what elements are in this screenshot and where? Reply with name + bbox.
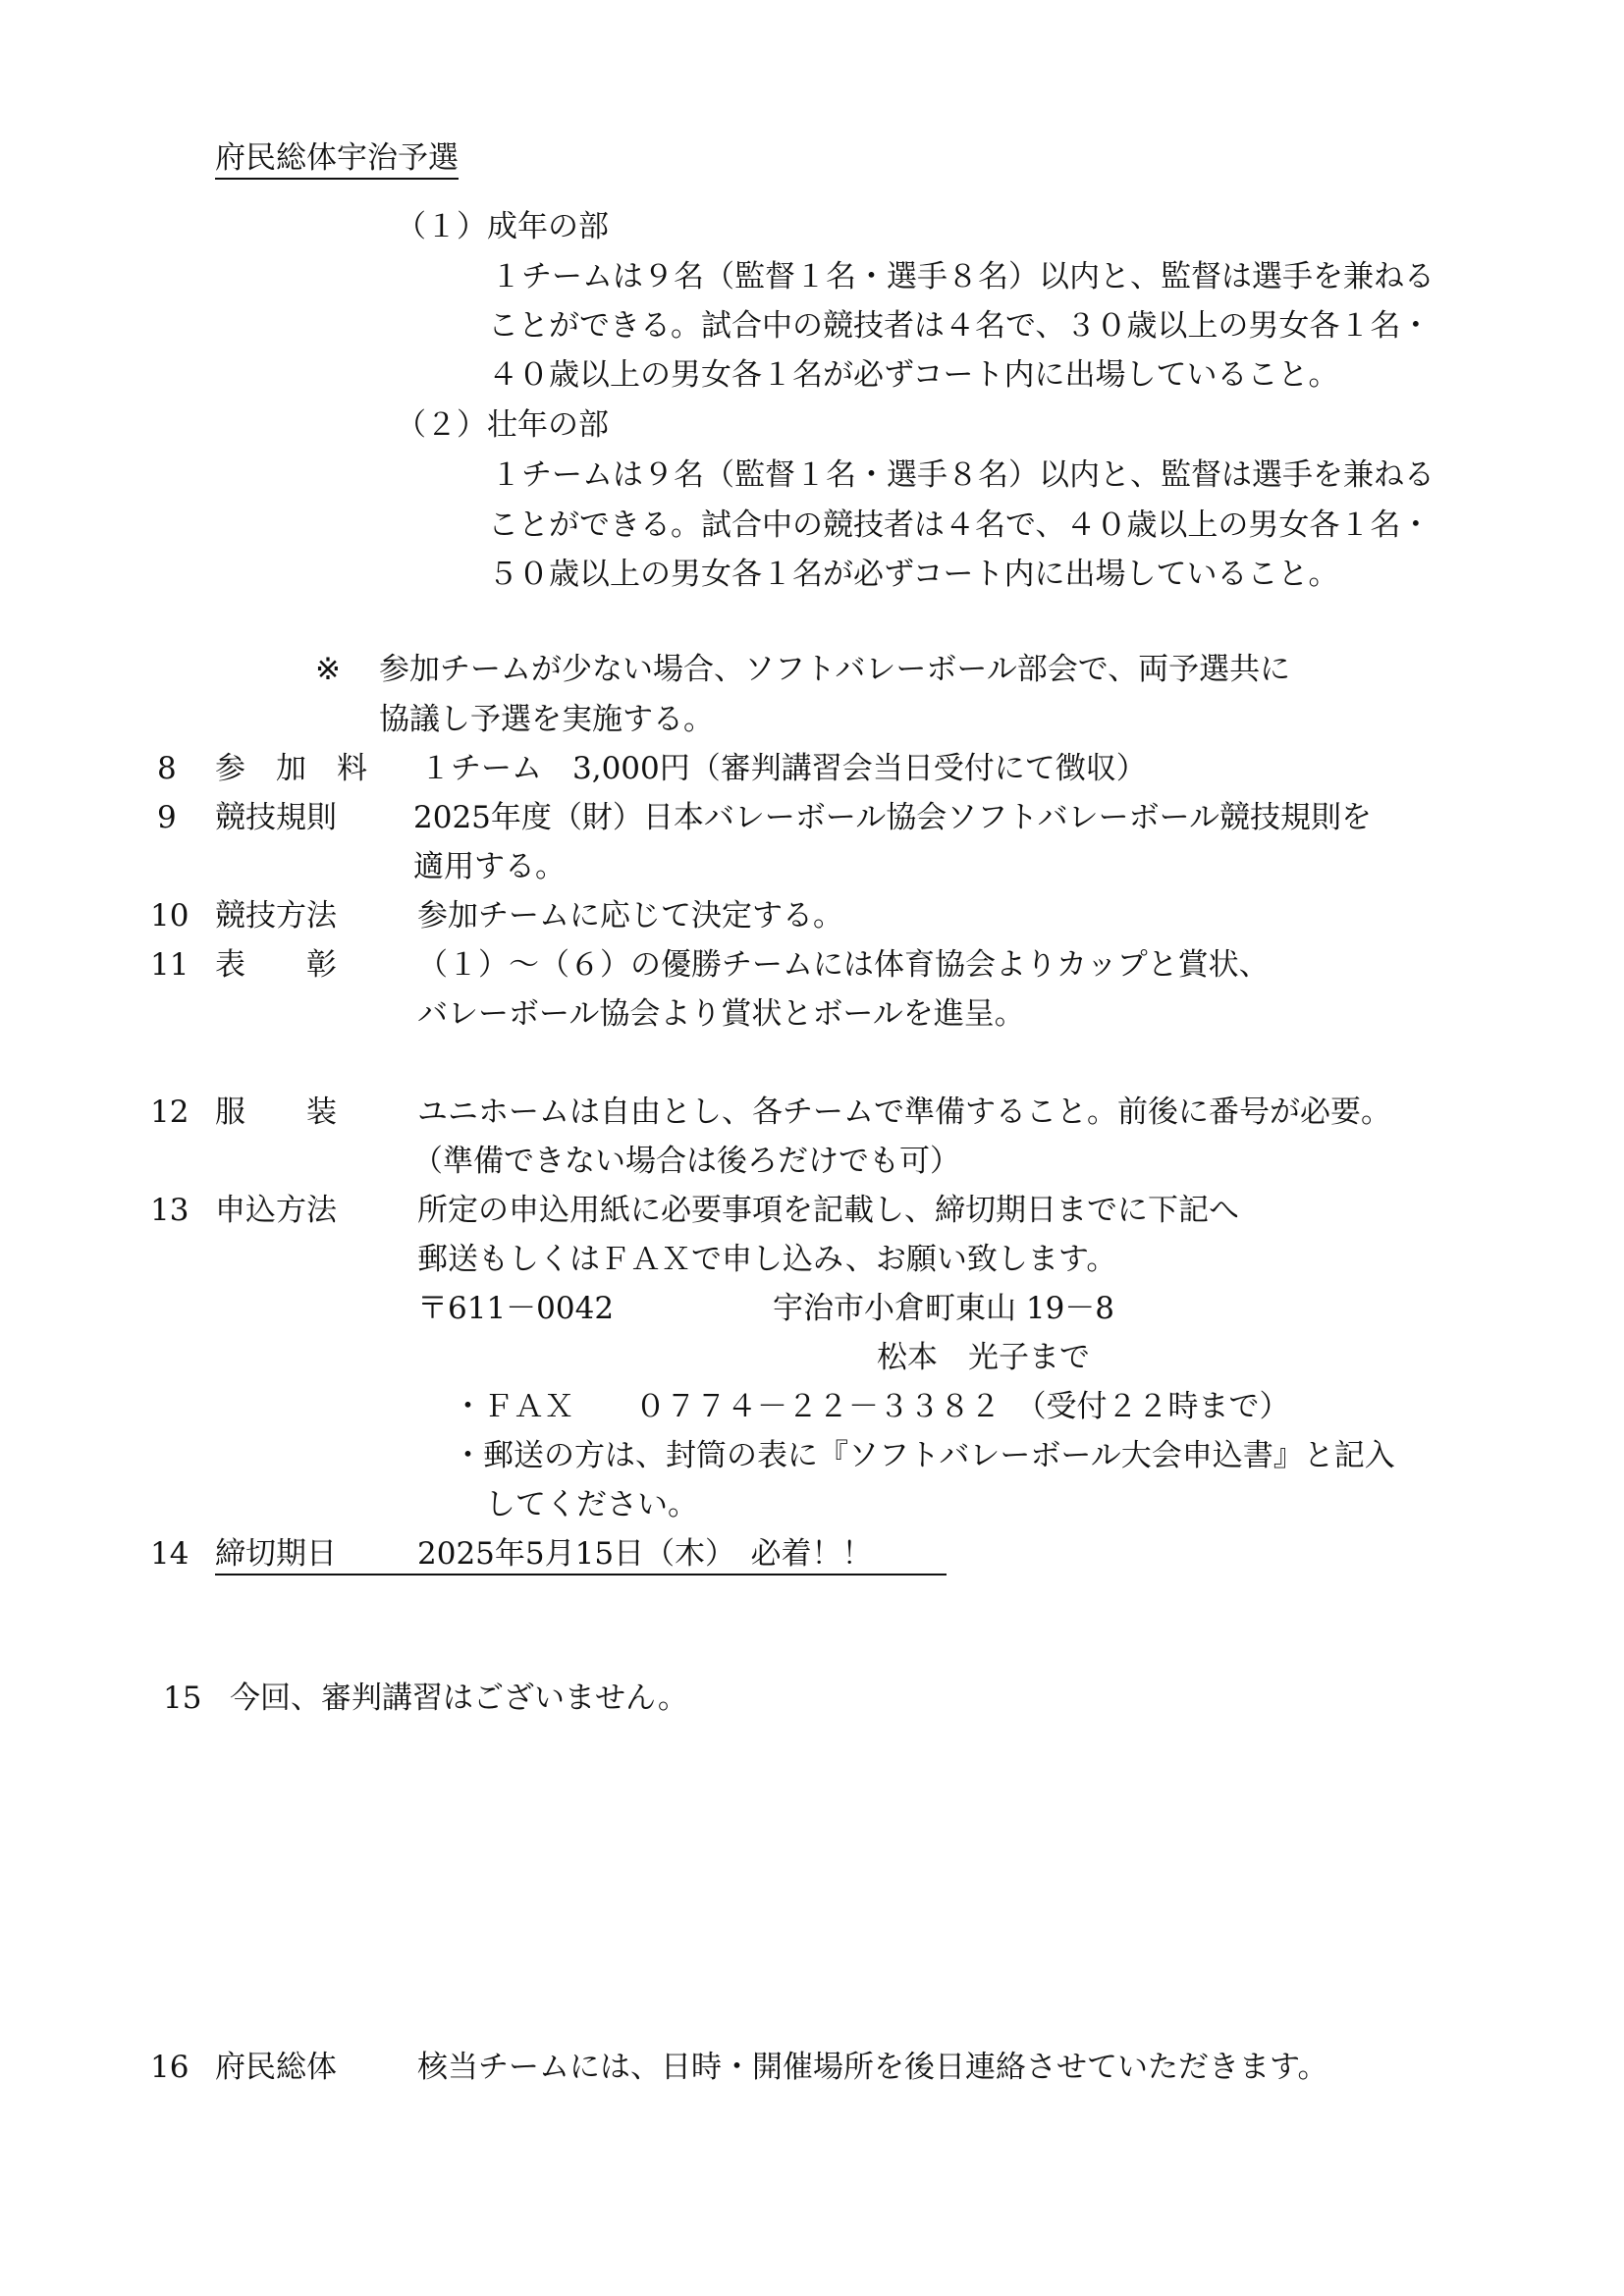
item-number: 8: [157, 751, 177, 786]
item-rules-text: 2025年度（財）日本バレーボール協会ソフトバレーボール競技規則を: [413, 800, 1373, 835]
item-label-rules: 競技規則: [215, 800, 337, 835]
item-number: 10: [150, 898, 189, 934]
item-label-method: 競技方法: [215, 898, 337, 934]
division-senior-line: １チームは９名（監督１名・選手８名）以内と、監督は選手を兼ねる: [491, 457, 1435, 493]
deadline-date: 2025年5月15日（木） 必着！！: [417, 1536, 873, 1572]
item-application-text: 所定の申込用紙に必要事項を記載し、締切期日までに下記へ: [417, 1193, 1239, 1228]
division-adult-line: ことができる。試合中の競技者は４名で、３０歳以上の男女各１名・: [488, 308, 1432, 344]
item-method-text: 参加チームに応じて決定する。: [417, 898, 843, 934]
division-senior-line: ことができる。試合中の競技者は４名で、４０歳以上の男女各１名・: [488, 507, 1432, 543]
mail-instruction: ・郵送の方は、封筒の表に『ソフトバレーボール大会申込書』と記入: [453, 1438, 1395, 1473]
division-senior-title: （２）壮年の部: [396, 407, 609, 443]
postal-code: 〒611－0042: [417, 1291, 615, 1326]
note-line: 参加チームが少ない場合、ソフトバレーボール部会で、両予選共に: [379, 652, 1291, 687]
item-application-text: 郵送もしくはＦＡＸで申し込み、お願い致します。: [417, 1242, 1117, 1277]
item-number: 15: [163, 1681, 202, 1716]
item-label-awards: 表 彰: [215, 947, 337, 983]
item-fee-text: １チーム 3,000円（審判講習会当日受付にて徴収）: [420, 751, 1147, 786]
item-number: 16: [150, 2050, 189, 2085]
item-referee-text: 今回、審判講習はございません。: [230, 1681, 688, 1716]
mail-instruction: してください。: [485, 1487, 698, 1522]
fax-number: ・ＦＡＸ ０７７４－２２－３３８２ （受付２２時まで）: [453, 1389, 1290, 1424]
note-mark: ※: [315, 652, 341, 687]
deadline-row: [215, 1534, 947, 1575]
division-adult-line: ４０歳以上の男女各１名が必ずコート内に出場していること。: [488, 357, 1339, 393]
item-uniform-text: （準備できない場合は後ろだけでも可）: [412, 1144, 960, 1179]
division-adult-line: １チームは９名（監督１名・選手８名）以内と、監督は選手を兼ねる: [491, 259, 1435, 294]
item-number: 13: [150, 1193, 189, 1228]
item-number: 14: [150, 1536, 189, 1572]
division-adult-title: （１）成年の部: [396, 209, 609, 244]
item-prefectural-text: 核当チームには、日時・開催場所を後日連絡させていただきます。: [417, 2050, 1328, 2085]
item-number: 9: [157, 800, 177, 835]
recipient-name: 松本 光子まで: [877, 1340, 1090, 1375]
item-label-uniform: 服 装: [215, 1095, 337, 1130]
item-awards-text: バレーボール協会より賞状とボールを進呈。: [417, 996, 1025, 1032]
mailing-address: 宇治市小倉町東山 19－8: [773, 1291, 1115, 1326]
item-rules-text: 適用する。: [413, 849, 566, 884]
item-awards-text: （１）～（６）の優勝チームには体育協会よりカップと賞状、: [417, 947, 1270, 983]
division-senior-line: ５０歳以上の男女各１名が必ずコート内に出場していること。: [488, 557, 1339, 592]
item-label-application: 申込方法: [215, 1193, 337, 1228]
note-line: 協議し予選を実施する。: [379, 702, 714, 737]
item-label-fee: 参 加 料: [215, 751, 367, 786]
section-heading: 府民総体宇治予選: [215, 138, 459, 180]
item-uniform-text: ユニホームは自由とし、各チームで準備すること。前後に番号が必要。: [417, 1095, 1391, 1130]
item-number: 12: [150, 1095, 189, 1130]
item-label-deadline: 締切期日: [215, 1536, 337, 1572]
item-number: 11: [150, 947, 189, 983]
item-label-prefectural: 府民総体: [215, 2050, 337, 2085]
